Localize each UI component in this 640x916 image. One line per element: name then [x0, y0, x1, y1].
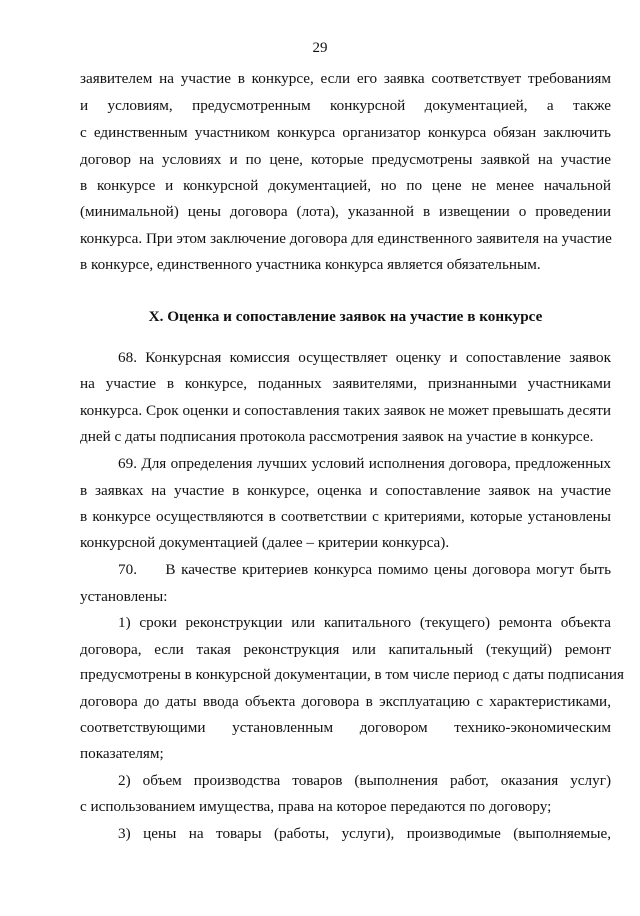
list-item-line: соответствующими установленным договором технико-экономическим [80, 719, 611, 736]
list-item-line: 1) сроки реконструкции или капитального (текущего) ремонта объекта [118, 614, 611, 631]
text-line: в конкурсе и конкурсной документацией, но по цене не менее начальной [80, 177, 611, 194]
text-line: на участие в конкурсе, поданных заявителями, признанными участниками [80, 375, 611, 392]
text-line: конкурсной документацией (далее – критерии конкурса). [80, 534, 450, 551]
page-number: 29 [312, 40, 328, 56]
text-line: в заявках на участие в конкурсе, оценка и сопоставление заявок на участие [80, 482, 611, 499]
list-item-line: договора до даты ввода объекта договора в эксплуатацию с характеристиками, [80, 693, 611, 710]
text-line: и условиям, предусмотренным конкурсной документацией, а также [80, 97, 611, 114]
text-line: 68. Конкурсная комиссия осуществляет оценку и сопоставление заявок [118, 349, 611, 366]
list-item-line: с использованием имущества, права на которое передаются по договору; [80, 798, 552, 815]
list-item-line: предусмотрены в конкурсной документации, в том числе период с даты подписания [80, 666, 624, 683]
text-line: с единственным участником конкурса организатор конкурса обязан заключить [80, 124, 611, 141]
text-line: договор на условиях и по цене, которые предусмотрены заявкой на участие [80, 151, 611, 168]
text-line: установлены: [80, 588, 168, 605]
text-line: заявителем на участие в конкурсе, если его заявка соответствует требованиям [80, 70, 611, 87]
text-line: конкурса. Срок оценки и сопоставления таких заявок не может превышать десяти [80, 402, 611, 419]
text-line: конкурса. При этом заключение договора для единственного заявителя на участие [80, 230, 612, 247]
list-item-line: 3) цены на товары (работы, услуги), производимые (выполняемые, [118, 825, 611, 842]
text-line: (минимальной) цены договора (лота), указанной в извещении о проведении [80, 203, 611, 220]
text-line: 69. Для определения лучших условий исполнения договора, предложенных [118, 455, 611, 472]
text-line: дней с даты подписания протокола рассмотрения заявок на участие в конкурсе. [80, 428, 594, 445]
list-item-line: показателям; [80, 745, 164, 762]
text-line: 70. В качестве критериев конкурса помимо цены договора могут быть [118, 561, 611, 578]
text-line: в конкурсе осуществляются в соответствии с критериями, которые установлены [80, 508, 611, 525]
section-heading: X. Оценка и сопоставление заявок на участие в конкурсе [148, 308, 543, 325]
list-item-line: 2) объем производства товаров (выполнения работ, оказания услуг) [118, 772, 611, 789]
text-line: в конкурсе, единственного участника конкурса является обязательным. [80, 256, 541, 273]
list-item-line: договора, если такая реконструкция или капитальный (текущий) ремонт [80, 641, 611, 658]
